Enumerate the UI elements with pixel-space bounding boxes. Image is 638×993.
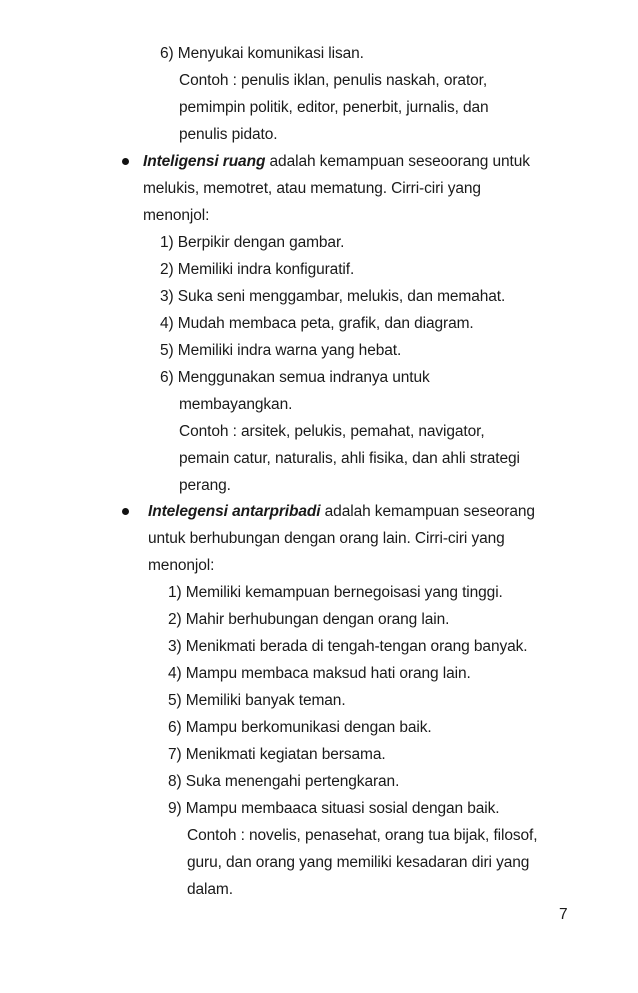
list-item: 5) Memiliki indra warna yang hebat. [160, 342, 402, 359]
list-item: 5) Memiliki banyak teman. [168, 692, 346, 709]
list-item: 6) Menggunakan semua indranya untuk [160, 369, 430, 386]
list-item-continuation: membayangkan. [179, 396, 293, 413]
paragraph-line: menonjol: [143, 207, 210, 224]
example-text: Contoh : arsitek, pelukis, pemahat, navigator, [179, 423, 485, 440]
lead-text: adalah kemampuan seseorang [320, 503, 535, 520]
list-item: 4) Mudah membaca peta, grafik, dan diagram. [160, 315, 474, 332]
page-number: 7 [559, 906, 568, 923]
paragraph-line: menonjol: [148, 557, 215, 574]
example-text: perang. [179, 477, 231, 494]
list-item: 1) Berpikir dengan gambar. [160, 234, 345, 251]
list-item: 2) Mahir berhubungan dengan orang lain. [168, 611, 450, 628]
list-item: 3) Suka seni menggambar, melukis, dan memahat. [160, 288, 506, 305]
paragraph-line: untuk berhubungan dengan orang lain. Cirri-ciri yang [148, 530, 505, 547]
list-item: 2) Memiliki indra konfiguratif. [160, 261, 355, 278]
list-item: 1) Memiliki kemampuan bernegoisasi yang tinggi. [168, 584, 503, 601]
list-item: 7) Menikmati kegiatan bersama. [168, 746, 386, 763]
term-intelegensi-antarpribadi: Intelegensi antarpribadi [148, 503, 321, 520]
example-text: pemimpin politik, editor, penerbit, jurnalis, dan [179, 99, 489, 116]
section-lead-antarpribadi [148, 502, 535, 522]
list-item: 4) Mampu membaca maksud hati orang lain. [168, 665, 471, 682]
list-item: 3) Menikmati berada di tengah-tengan orang banyak. [168, 638, 528, 655]
example-text: guru, dan orang yang memiliki kesadaran diri yang [187, 854, 530, 871]
paragraph-line: melukis, memotret, atau mematung. Cirri-ciri yang [143, 180, 481, 197]
example-text: dalam. [187, 881, 233, 898]
list-item: 8) Suka menengahi pertengkaran. [168, 773, 400, 790]
section-lead-ruang [143, 152, 530, 172]
bullet-icon [122, 158, 129, 165]
example-text: penulis pidato. [179, 126, 278, 143]
example-text: Contoh : penulis iklan, penulis naskah, orator, [179, 72, 488, 89]
bullet-icon [122, 508, 129, 515]
list-item: 6) Mampu berkomunikasi dengan baik. [168, 719, 432, 736]
example-text: Contoh : novelis, penasehat, orang tua bijak, filosof, [187, 827, 538, 844]
example-text: pemain catur, naturalis, ahli fisika, dan ahli strategi [179, 450, 520, 467]
term-inteligensi-ruang: Inteligensi ruang [143, 153, 266, 170]
list-item: 6) Menyukai komunikasi lisan. [160, 45, 364, 62]
list-item: 9) Mampu membaaca situasi sosial dengan baik. [168, 800, 500, 817]
lead-text: adalah kemampuan seseoorang untuk [265, 153, 530, 170]
